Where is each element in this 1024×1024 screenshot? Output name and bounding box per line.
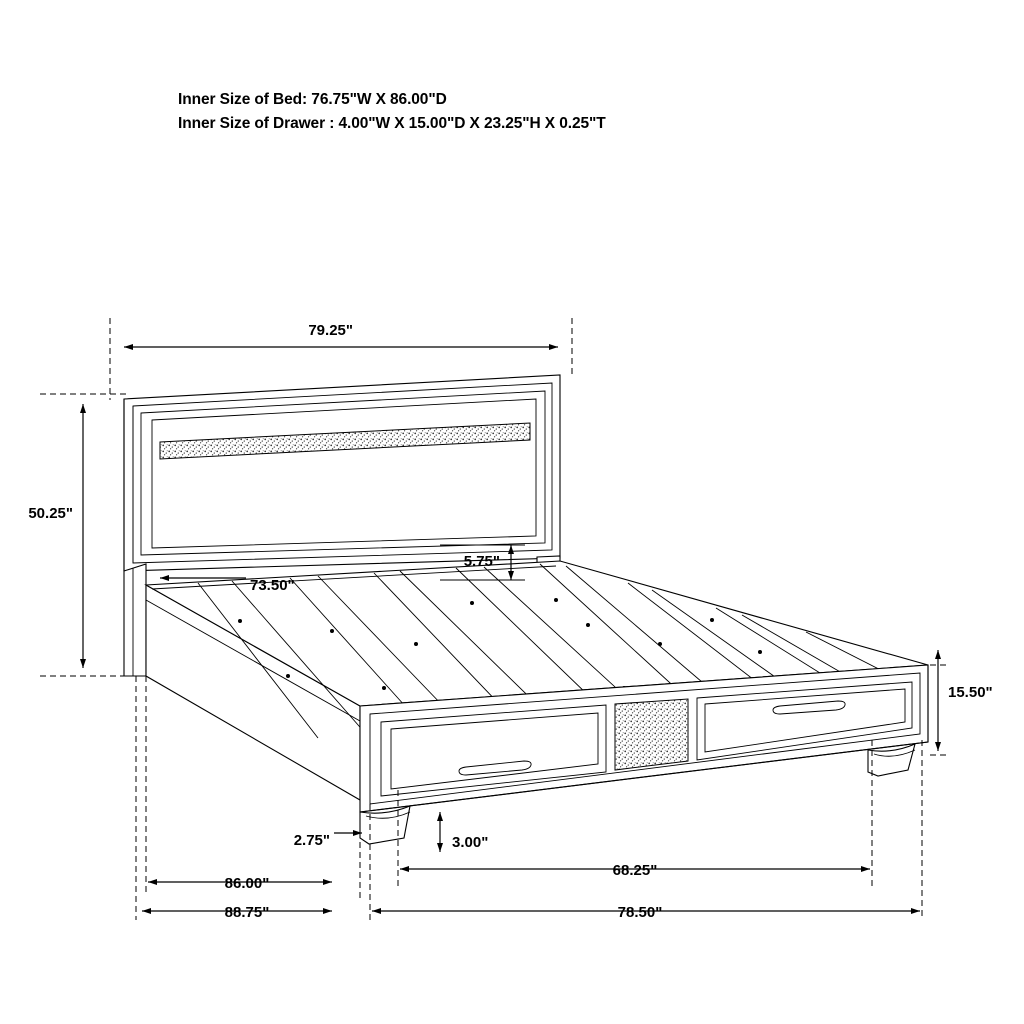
dim-headboard-height: 50.25" (28, 505, 73, 522)
bed-illustration (124, 375, 928, 844)
dim-foot-leg-offset: 2.75" (293, 832, 330, 849)
spec-line-drawer: Inner Size of Drawer : 4.00"W X 15.00"D X 23.25"H X 0.25"T (178, 115, 606, 132)
dim-bed-outer-depth: 88.75" (224, 904, 270, 921)
dim-foot-leg-height: 3.00" (452, 834, 489, 851)
dim-rail-offset: 5.75" (463, 553, 500, 570)
dim-footboard-height: 15.50" (948, 684, 993, 701)
dim-headboard-width: 79.25" (308, 322, 353, 339)
spec-line-bed: Inner Size of Bed: 76.75"W X 86.00"D (178, 91, 447, 108)
dim-footboard-width: 78.50" (617, 904, 663, 921)
dim-bed-inner-depth: 86.00" (224, 875, 270, 892)
headboard (124, 375, 560, 571)
dim-headboard-inner-width: 73.50" (250, 577, 295, 594)
dim-drawer-front-width: 68.25" (612, 862, 658, 879)
